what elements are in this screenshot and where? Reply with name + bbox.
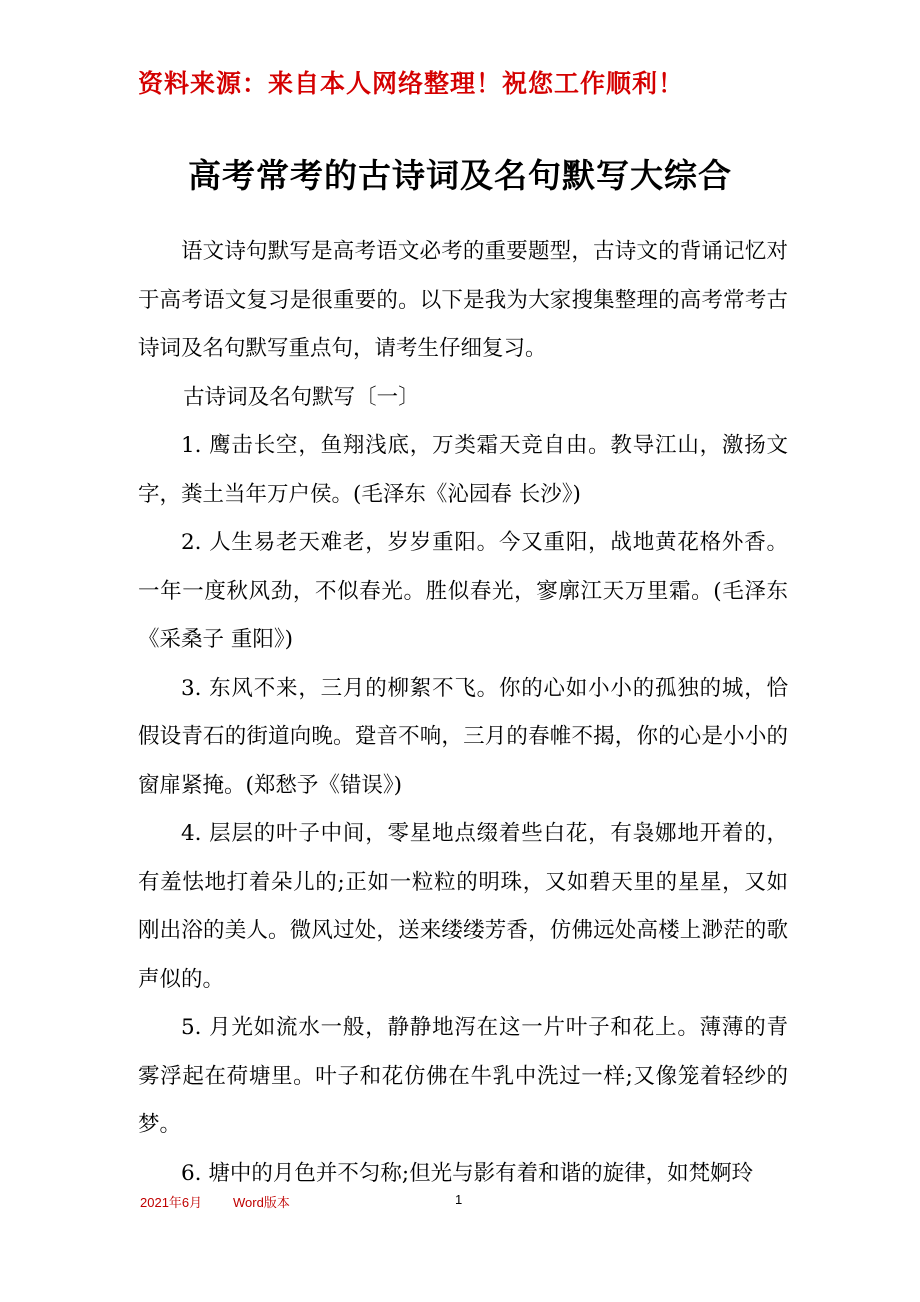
poem-item-2: 2. 人生易老天难老，岁岁重阳。今又重阳，战地黄花格外香。一年一度秋风劲，不似春光。胜似春光，寥廓江天万里霜。(毛泽东《采桑子 重阳》) xyxy=(138,530,788,652)
poem-item-4: 4. 层层的叶子中间，零星地点缀着些白花，有袅娜地开着的，有羞怯地打着朵儿的;正如一粒粒的明珠，又如碧天里的星星，又如刚出浴的美人。微风过处，送来缕缕芳香，仿佛远处高楼上渺茫的歌声似的。 xyxy=(138,821,788,992)
poem-item-3: 3. 东风不来，三月的柳絮不飞。你的心如小小的孤独的城，恰假设青石的街道向晚。跫音不响，三月的春帷不揭，你的心是小小的窗扉紧掩。(郑愁予《错误》) xyxy=(138,675,788,798)
intro-paragraph: 语文诗句默写是高考语文必考的重要题型，古诗文的背诵记忆对于高考语文复习是很重要的。以下是我为大家搜集整理的高考常考古诗词及名句默写重点句，请考生仔细复习。 xyxy=(138,239,788,361)
source-banner: 资料来源：来自本人网络整理！祝您工作顺利！ xyxy=(138,69,685,98)
footer-date: 2021年6月 xyxy=(140,1195,203,1210)
document-title: 高考常考的古诗词及名句默写大综合 xyxy=(188,156,732,195)
footer-version: Word版本 xyxy=(233,1195,290,1210)
document-body xyxy=(138,228,788,1198)
page-number: 1 xyxy=(455,1192,463,1207)
poem-item-6: 6. 塘中的月色并不匀称;但光与影有着和谐的旋律，如梵婀玲 xyxy=(181,1160,754,1186)
section-heading: 古诗词及名句默写〔一〕 xyxy=(183,384,420,410)
poem-item-5: 5. 月光如流水一般，静静地泻在这一片叶子和花上。薄薄的青雾浮起在荷塘里。叶子和花仿佛在牛乳中洗过一样;又像笼着轻纱的梦。 xyxy=(138,1015,788,1137)
page-footer xyxy=(0,1192,920,1212)
poem-item-1: 1. 鹰击长空，鱼翔浅底，万类霜天竞自由。教导江山，激扬文字，粪土当年万户侯。(毛泽东《沁园春 长沙》) xyxy=(138,433,788,507)
